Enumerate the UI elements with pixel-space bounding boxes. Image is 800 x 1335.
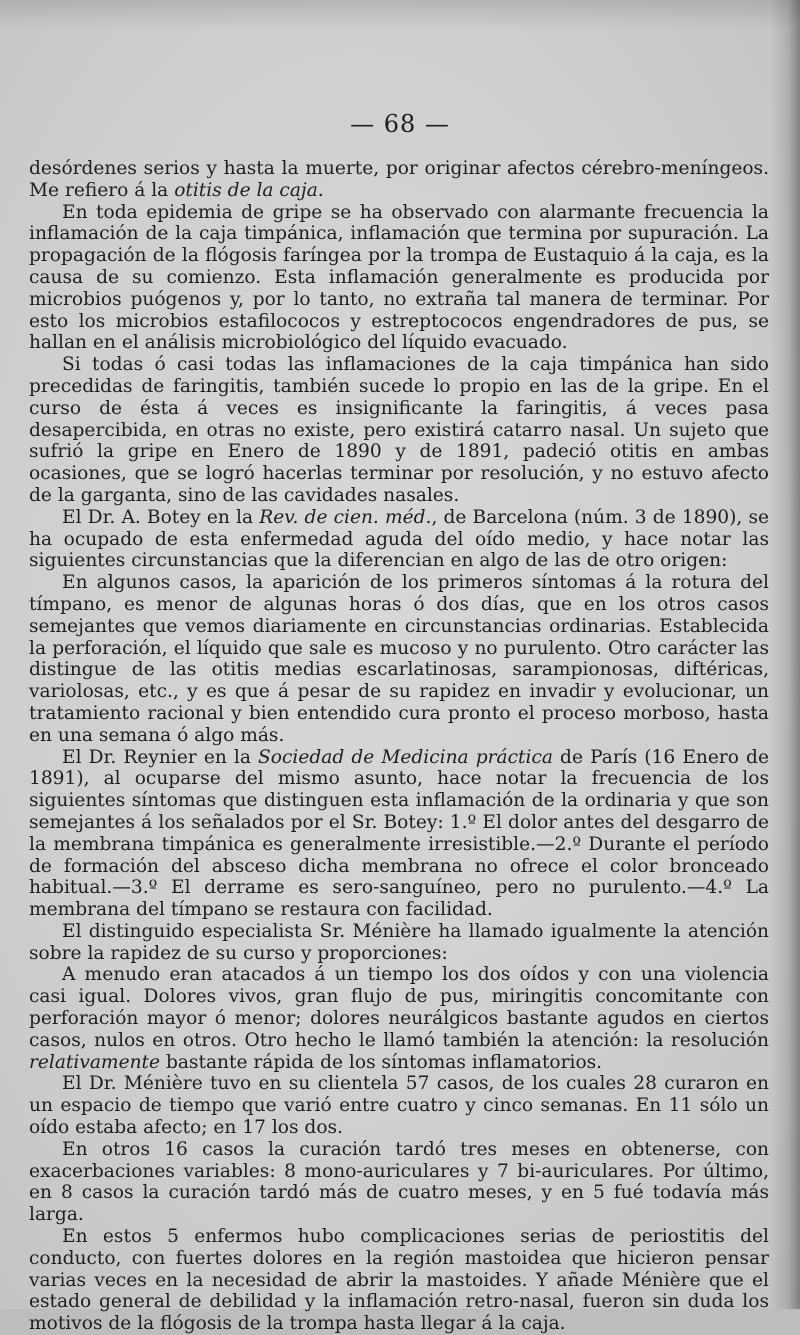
text-run: . bbox=[317, 179, 324, 201]
text-run: de París (16 Enero de 1891), al ocuparse del mismo asunto, hace notar la frecuencia de los siguientes síntomas que distinguen esta inflamación de la ordinaria y que son semejantes á los señalados por el Sr. Botey: 1.º El dolor antes del desgarro de la membrana timpánica es generalmente irresistible.—2.º Durante el período de formación del absceso dicha membrana no ofrece el color bronceado habitual.—3.º El derrame es sero-sanguíneo, pero no purulento.—4.º La membrana del tímpano se restaura con facilidad. bbox=[29, 746, 769, 921]
body-text bbox=[29, 158, 769, 1335]
paragraph bbox=[29, 1139, 769, 1226]
paragraph bbox=[29, 1226, 769, 1335]
page-top-shadow bbox=[0, 0, 800, 30]
italic-text: otitis de la caja bbox=[174, 179, 318, 201]
text-run: En toda epidemia de gripe se ha observado con alarmante frecuencia la inflamación de la caja timpánica, inflamación que termina por supuración. La propagación de la flógosis faríngea por la trompa de Eustaquio á la caja, es la causa de su comienzo. Esta inflamación generalmente es producida por microbios puógenos y, por lo tanto, no extraña tal manera de terminar. Por esto los microbios estafilococos y estreptococos engendradores de pus, se hallan en el análisis microbiológico del líquido evacuado. bbox=[29, 201, 769, 354]
text-run: En algunos casos, la aparición de los primeros síntomas á la rotura del tímpano, es menor de algunas horas ó dos días, que en los otros casos semejantes que vemos diariamente en circunstancias ordinarias. Establecida la perforación, el líquido que sale es mucoso y no purulento. Otro carácter las distingue de las otitis medias escarlatinosas, sarampionosas, diftéricas, variolosas, etc., y es que á pesar de su rapidez en invadir y evolucionar, un tratamiento racional y bien entendido cura pronto el proceso morboso, hasta en una semana ó algo más. bbox=[29, 572, 769, 746]
paragraph bbox=[29, 572, 769, 746]
paragraph bbox=[29, 158, 769, 202]
text-run: A menudo eran atacados á un tiempo los dos oídos y con una violencia casi igual. Dolores vivos, gran flujo de pus, miringitis concomitante con perforación mayor ó menor; dolores neurálgicos bastante agudos en ciertos casos, nulos en otros. Otro hecho le llamó también la atención: la resolución bbox=[29, 964, 769, 1051]
paragraph bbox=[29, 1073, 769, 1138]
paragraph bbox=[29, 354, 769, 507]
text-run: El Dr. A. Botey en la bbox=[62, 506, 260, 528]
paragraph bbox=[29, 921, 769, 965]
text-run: Si todas ó casi todas las inflamaciones de la caja timpánica han sido precedidas de faringitis, también sucede lo propio en las de la gripe. En el curso de ésta á veces es insignificante la faringitis, á veces pasa desapercibida, en otras no existe, pero existirá catarro nasal. Un sujeto que sufrió la gripe en Enero de 1890 y de 1891, padeció otitis en ambas ocasiones, que se logró hacerlas terminar por resolución, y no estuvo afecto de la garganta, sino de las cavidades nasales. bbox=[29, 354, 769, 506]
paragraph bbox=[29, 507, 769, 572]
text-run: En otros 16 casos la curación tardó tres meses en obtenerse, con exacerbaciones variables: 8 mono-auriculares y 7 bi-auriculares. Por último, en 8 casos la curación tardó más de cuatro meses, y en 5 fué todavía más larga. bbox=[29, 1138, 769, 1226]
italic-text: relativamente bbox=[29, 1051, 161, 1073]
text-run: , de Barcelona (núm. 3 de 1890), se ha ocupado de esta enfermedad aguda del oído medio, y hace notar las siguientes circunstancias que la diferencian en algo de las de otro origen: bbox=[29, 506, 769, 572]
text-run: El Dr. Ménière tuvo en su clientela 57 casos, de los cuales 28 curaron en un espacio de tiempo que varió entre cuatro y cinco semanas. En 11 sólo un oído estaba afecto; en 17 los dos. bbox=[29, 1073, 769, 1139]
paragraph bbox=[29, 964, 769, 1073]
text-run: bastante rápida de los síntomas inflamatorios. bbox=[160, 1051, 603, 1073]
page-edge-shadow bbox=[770, 0, 800, 1309]
paragraph bbox=[29, 747, 769, 921]
text-run: El distinguido especialista Sr. Ménière ha llamado igualmente la atención sobre la rapidez de su curso y proporciones: bbox=[29, 920, 769, 964]
italic-text: Sociedad de Medicina práctica bbox=[258, 746, 553, 768]
page-number: — 68 — bbox=[350, 110, 450, 138]
text-run: En estos 5 enfermos hubo complicaciones serias de periostitis del conducto, con fuertes dolores en la región mastoidea que hicieron pensar varias veces en la necesidad de abrir la mastoides. Y añade Ménière que el estado general de debilidad y la inflamación retro-nasal, fueron sin duda los motivos de la flógosis de la trompa hasta llegar á la caja. bbox=[29, 1226, 769, 1335]
text-run: El Dr. Reynier en la bbox=[62, 746, 259, 768]
italic-text: Rev. de cien. méd. bbox=[259, 506, 432, 528]
paragraph bbox=[29, 202, 769, 355]
text-run: desórdenes serios y hasta la muerte, por originar afectos cérebro-meníngeos. Me refiero á la bbox=[29, 158, 769, 201]
